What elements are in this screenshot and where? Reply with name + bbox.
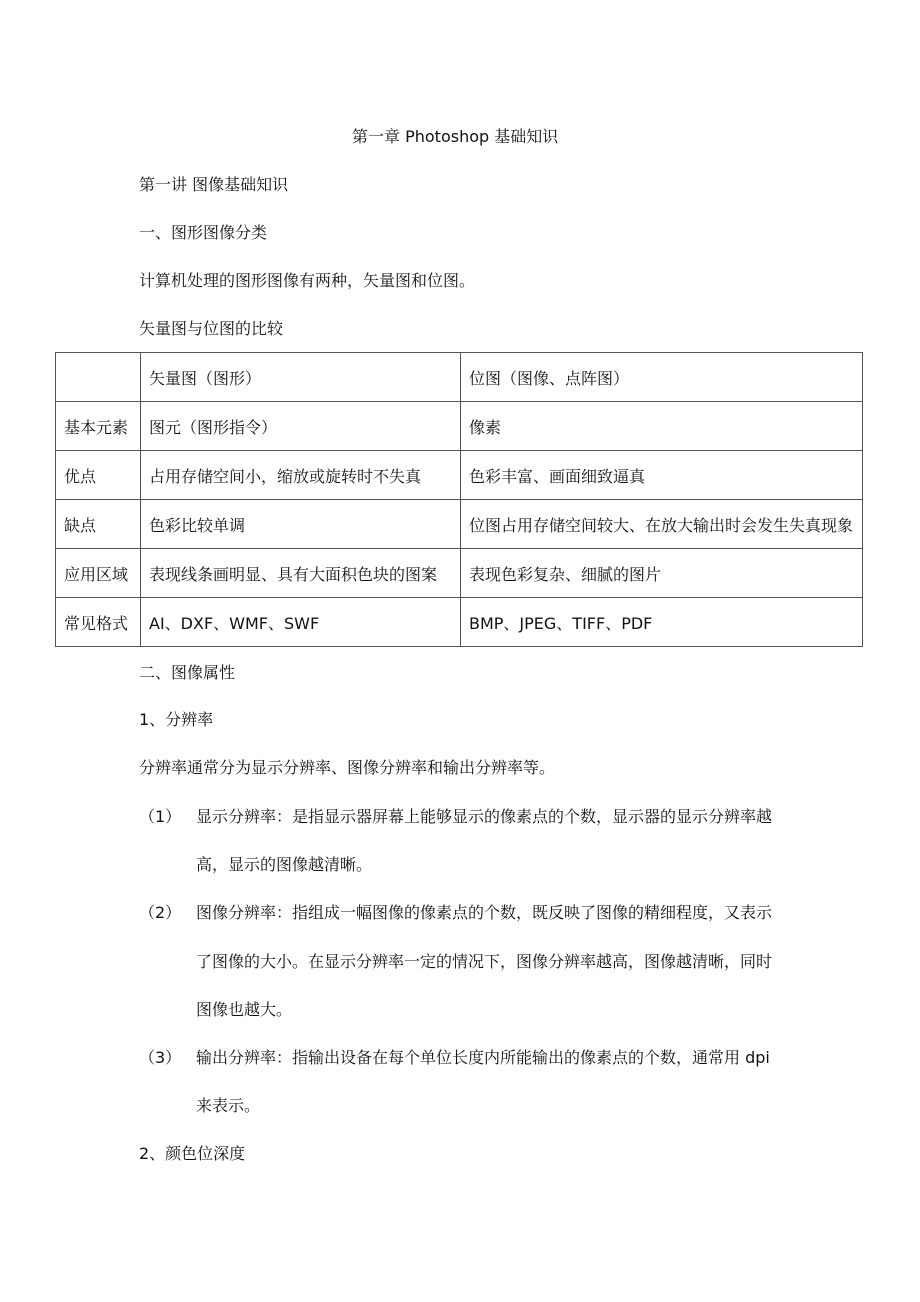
table-cell: 优点 [56, 451, 141, 500]
table-cell: 图元（图形指令） [141, 402, 461, 451]
list-item-text: 高，显示的图像越清晰。 [196, 855, 373, 874]
table-row [56, 549, 863, 598]
table-cell: 应用区域 [56, 549, 141, 598]
table-cell: 色彩比较单调 [141, 500, 461, 549]
list-item-text: 了图像的大小。在显示分辨率一定的情况下，图像分辨率越高，图像越清晰，同时 [196, 952, 773, 971]
chapter-title: 第一章 Photoshop 基础知识 [352, 127, 559, 146]
table-cell: 表现线条画明显、具有大面积色块的图案 [141, 549, 461, 598]
list-item-text: 来表示。 [196, 1096, 261, 1115]
list-item-text: 图像也越大。 [196, 1000, 293, 1019]
subsection-heading: 2、颜色位深度 [139, 1144, 246, 1163]
subsection-heading: 1、分辨率 [139, 710, 214, 729]
list-item-text: 显示分辨率：是指显示器屏幕上能够显示的像素点的个数，显示器的显示分辨率越 [196, 807, 773, 826]
table-caption: 矢量图与位图的比较 [139, 319, 284, 338]
table-cell [56, 353, 141, 402]
table-cell: 位图（图像、点阵图） [461, 353, 863, 402]
table-row [56, 500, 863, 549]
list-item-text: 输出分辨率：指输出设备在每个单位长度内所能输出的像素点的个数，通常用 dpi [196, 1048, 770, 1067]
section-heading: 一、图形图像分类 [139, 223, 268, 242]
table-cell: 像素 [461, 402, 863, 451]
table-cell: 缺点 [56, 500, 141, 549]
table-row [56, 598, 863, 647]
list-item-number: （2） [139, 903, 182, 922]
table-row [56, 451, 863, 500]
table-cell: 色彩丰富、画面细致逼真 [461, 451, 863, 500]
table-cell: 矢量图（图形） [141, 353, 461, 402]
paragraph: 分辨率通常分为显示分辨率、图像分辨率和输出分辨率等。 [139, 758, 556, 777]
list-item-number: （1） [139, 807, 182, 826]
table-header-row [56, 353, 863, 402]
list-item-number: （3） [139, 1048, 182, 1067]
table-cell: 常见格式 [56, 598, 141, 647]
table-cell: BMP、JPEG、TIFF、PDF [461, 598, 863, 647]
table-row [56, 402, 863, 451]
comparison-table [55, 352, 863, 647]
table-cell: 基本元素 [56, 402, 141, 451]
paragraph: 计算机处理的图形图像有两种，矢量图和位图。 [139, 271, 476, 290]
section-heading: 二、图像属性 [139, 663, 236, 682]
table-cell: 占用存储空间小，缩放或旋转时不失真 [141, 451, 461, 500]
table-cell: 位图占用存储空间较大、在放大输出时会发生失真现象 [461, 500, 863, 549]
table-cell: AI、DXF、WMF、SWF [141, 598, 461, 647]
lecture-heading: 第一讲 图像基础知识 [139, 175, 289, 194]
list-item-text: 图像分辨率：指组成一幅图像的像素点的个数，既反映了图像的精细程度，又表示 [196, 903, 773, 922]
table-cell: 表现色彩复杂、细腻的图片 [461, 549, 863, 598]
